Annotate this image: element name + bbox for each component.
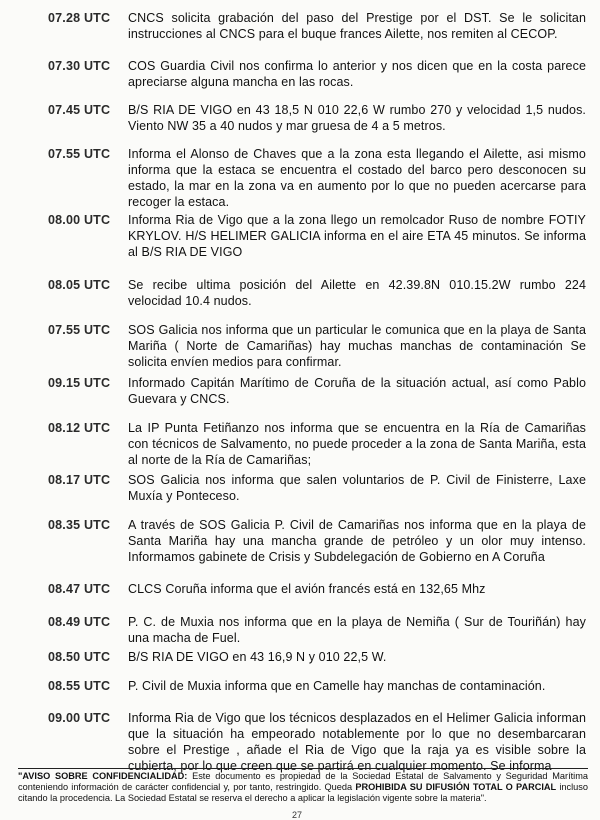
log-entry (48, 614, 586, 646)
entry-text: A través de SOS Galicia P. Civil de Camariñas nos informa que en la playa de Santa Mariña hay una mancha grande de petróleo y un olor muy intenso. Informamos gabinete de Crisis y Subdelegación de Gobierno en A Coruña (128, 518, 586, 564)
log-entry (48, 322, 586, 370)
entry-text: Informa Ria de Vigo que a la zona llego un remolcador Ruso de nombre FOTIY KRYLOV. H/S HELIMER GALICIA informa en el aire ETA 45 minutos. Se informa al B/S RIA DE VIGO (128, 213, 586, 259)
notice-end: incluso citando la procedencia. La Sociedad Estatal se reserva el derecho a aplicar la legislación vigente sobre la materia". (18, 782, 588, 803)
entry-time: 07.45 UTC (48, 103, 111, 117)
log-entry (48, 420, 586, 468)
notice-label: "AVISO SOBRE CONFIDENCIALIDAD: (18, 771, 188, 781)
entry-time: 09.00 UTC (48, 711, 111, 725)
page-number: 27 (292, 810, 303, 820)
log-entry (48, 146, 586, 210)
log-entry (48, 710, 586, 774)
entry-time: 07.30 UTC (48, 59, 111, 73)
entry-time: 07.55 UTC (48, 323, 111, 337)
log-entry (48, 649, 586, 665)
log-entry (48, 472, 586, 504)
entry-time: 08.12 UTC (48, 421, 111, 435)
entry-text: P. Civil de Muxia informa que en Camelle hay manchas de contaminación. (128, 679, 546, 693)
entry-text: CLCS Coruña informa que el avión francés está en 132,65 Mhz (128, 582, 486, 596)
notice-text: Este documento es propiedad de la Sociedad Estatal de Salvamento y Seguridad Marítima conteniendo información de carácter confidencial y, por tanto, restringido. Queda (18, 771, 588, 792)
entry-time: 09.15 UTC (48, 376, 111, 390)
notice-prohibition: PROHIBIDA SU DIFUSIÓN TOTAL O PARCIAL (355, 782, 557, 792)
entry-time: 08.05 UTC (48, 278, 111, 292)
entry-text: CNCS solicita grabación del paso del Prestige por el DST. Se le solicitan instrucciones al CNCS para el buque frances Ailette, nos remiten al CECOP. (128, 11, 586, 41)
entry-text: SOS Galicia nos informa que un particular le comunica que en la playa de Santa Mariña ( Norte de Camariñas) hay muchas manchas de contaminación Se solicita envíen medios para confirmar. (128, 323, 586, 369)
entry-time: 08.49 UTC (48, 615, 111, 629)
entry-time: 07.55 UTC (48, 147, 111, 161)
log-entry (48, 10, 586, 42)
log-entry (48, 678, 586, 694)
entry-text: La IP Punta Fetiñanzo nos informa que se encuentra en la Ría de Camariñas con técnicos de Salvamento, no puede proceder a la zona de Santa Mariña, esta al norte de la Ría de Camariñas; (128, 421, 586, 467)
entry-text: Se recibe ultima posición del Ailette en 42.39.8N 010.15.2W rumbo 224 velocidad 10.4 nudos. (128, 278, 586, 308)
log-entry (48, 277, 586, 309)
entry-text: COS Guardia Civil nos confirma lo anterior y nos dicen que en la costa parece apreciarse alguna mancha en las rocas. (128, 59, 586, 89)
log-entry (48, 102, 586, 134)
entry-time: 08.35 UTC (48, 518, 111, 532)
log-entry (48, 58, 586, 90)
entry-text: B/S RIA DE VIGO en 43 18,5 N 010 22,6 W rumbo 270 y velocidad 1,5 nudos. Viento NW 35 a 40 nudos y mar gruesa de 4 a 5 metros. (128, 103, 586, 133)
log-entry (48, 212, 586, 260)
entry-text: P. C. de Muxia nos informa que en la playa de Nemiña ( Sur de Touriñán) hay una macha de Fuel. (128, 615, 586, 645)
entry-text: SOS Galicia nos informa que salen voluntarios de P. Civil de Finisterre, Laxe Muxía y Ponteceso. (128, 473, 586, 503)
entry-time: 08.50 UTC (48, 650, 111, 664)
entry-text: Informa Ria de Vigo que los técnicos desplazados en el Helimer Galicia informan que la situación ha empeorado notablemente por lo que no desembarcaran sobre el Prestige , añade el Ria de Vigo que la raja ya es visible sobre la cubierta, por lo que creen que se partirá en cualquier momento. Se informa (128, 711, 586, 773)
entry-time: 08.17 UTC (48, 473, 111, 487)
confidentiality-notice (18, 768, 588, 804)
entry-text: Informado Capitán Marítimo de Coruña de la situación actual, así como Pablo Guevara y CNCS. (128, 376, 586, 406)
entry-time: 08.00 UTC (48, 213, 111, 227)
entry-text: Informa el Alonso de Chaves que a la zona esta llegando el Ailette, asi mismo informa que la estaca se encuentra el costado del barco pero desconocen su estado, la mar en la zona va en aumento por lo que no pueden acercarse para recoger la estaca. (128, 147, 586, 209)
entry-time: 08.55 UTC (48, 679, 111, 693)
entry-time: 07.28 UTC (48, 11, 111, 25)
entry-time: 08.47 UTC (48, 582, 111, 596)
log-entry (48, 581, 586, 597)
log-entry (48, 375, 586, 407)
entry-text: B/S RIA DE VIGO en 43 16,9 N y 010 22,5 W. (128, 650, 387, 664)
log-entry (48, 517, 586, 565)
